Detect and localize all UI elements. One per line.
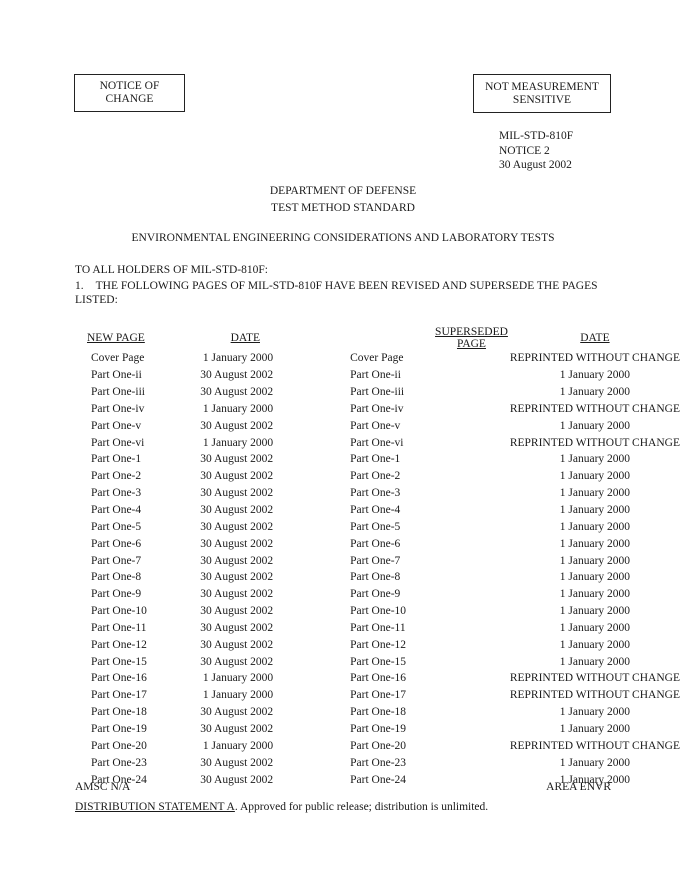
table-row	[75, 518, 680, 535]
new-date-cell: 1 January 2000	[202, 436, 274, 449]
document-identifier	[499, 129, 573, 173]
superseded-date-cell: 1 January 2000	[559, 571, 631, 584]
item-1	[75, 279, 598, 307]
new-page-cell: Part One-1	[91, 453, 142, 466]
superseded-date-cell: 1 January 2000	[559, 706, 631, 719]
superseded-date-cell: 1 January 2000	[559, 605, 631, 618]
superseded-page-cell: Part One-19	[350, 722, 407, 735]
superseded-page-cell: Part One-5	[350, 520, 401, 533]
new-page-cell: Part One-v	[91, 419, 142, 432]
new-date-cell: 30 August 2002	[200, 588, 274, 601]
new-page-cell: Part One-3	[91, 487, 142, 500]
new-date-cell: 30 August 2002	[200, 621, 274, 634]
new-date-cell: 1 January 2000	[202, 739, 274, 752]
new-page-cell: Part One-4	[91, 504, 142, 517]
table-row	[75, 417, 680, 434]
new-date-cell: 30 August 2002	[200, 419, 274, 432]
new-page-cell: Part One-8	[91, 571, 142, 584]
notice-number: NOTICE 2	[499, 144, 550, 157]
superseded-date-cell: 1 January 2000	[559, 453, 631, 466]
header-superseded-page: SUPERSEDED PAGE	[435, 326, 508, 350]
new-date-cell: 30 August 2002	[200, 487, 274, 500]
superseded-date-cell: 1 January 2000	[559, 621, 631, 634]
superseded-date-cell: REPRINTED WITHOUT CHANGE	[509, 672, 680, 685]
superseded-date-cell: 1 January 2000	[559, 487, 631, 500]
table-row	[75, 384, 680, 401]
table-row	[75, 737, 680, 754]
superseded-date-cell: 1 January 2000	[559, 655, 631, 668]
measurement-line1: NOT MEASUREMENT	[485, 80, 599, 93]
new-page-cell: Part One-19	[91, 722, 147, 735]
new-page-cell: Part One-5	[91, 520, 142, 533]
superseded-date-cell: 1 January 2000	[559, 773, 631, 786]
superseded-page-cell: Part One-3	[350, 487, 401, 500]
new-page-cell: Part One-24	[91, 773, 147, 786]
table-row	[75, 721, 680, 738]
table-row	[75, 704, 680, 721]
superseded-page-cell: Part One-16	[350, 672, 407, 685]
new-page-cell: Part One-15	[91, 655, 147, 668]
new-date-cell: 1 January 2000	[202, 689, 274, 702]
page-change-table	[75, 326, 680, 788]
superseded-date-cell: 1 January 2000	[559, 588, 631, 601]
new-page-cell: Part One-17	[91, 689, 147, 702]
superseded-date-cell: REPRINTED WITHOUT CHANGE	[509, 352, 680, 365]
new-page-cell: Cover Page	[91, 352, 145, 365]
table-row	[75, 552, 680, 569]
superseded-page-cell: Part One-iii	[350, 386, 405, 399]
new-date-cell: 30 August 2002	[200, 756, 274, 769]
new-date-cell: 30 August 2002	[200, 638, 274, 651]
superseded-date-cell: 1 January 2000	[559, 504, 631, 517]
new-date-cell: 30 August 2002	[200, 655, 274, 668]
new-page-cell: Part One-ii	[91, 369, 142, 382]
superseded-page-cell: Part One-12	[350, 638, 407, 651]
new-page-cell: Part One-23	[91, 756, 147, 769]
item-1-number: 1.	[75, 280, 84, 292]
superseded-date-cell: REPRINTED WITHOUT CHANGE	[509, 739, 680, 752]
notice-date: 30 August 2002	[499, 159, 572, 171]
header-new-page: NEW PAGE	[87, 332, 145, 344]
standard-type-title: TEST METHOD STANDARD	[271, 202, 415, 214]
table-row	[75, 603, 680, 620]
table-row	[75, 535, 680, 552]
superseded-date-cell: 1 January 2000	[559, 537, 631, 550]
new-page-cell: Part One-7	[91, 554, 142, 567]
new-page-cell: Part One-12	[91, 638, 147, 651]
amsc-code: AMSC N/A	[75, 781, 131, 793]
new-date-cell: 30 August 2002	[200, 369, 274, 382]
superseded-page-cell: Part One-vi	[350, 436, 404, 449]
table-row	[75, 367, 680, 384]
measurement-sensitivity-box	[473, 74, 611, 113]
table-header-row	[75, 326, 680, 350]
footer-codes	[75, 781, 611, 793]
new-page-cell: Part One-iii	[91, 386, 145, 399]
table-row	[75, 502, 680, 519]
superseded-date-cell: REPRINTED WITHOUT CHANGE	[509, 402, 680, 415]
measurement-line2: SENSITIVE	[512, 93, 572, 106]
superseded-date-cell: 1 January 2000	[559, 638, 631, 651]
new-page-cell: Part One-6	[91, 537, 142, 550]
table-row	[75, 636, 680, 653]
new-page-cell: Part One-16	[91, 672, 147, 685]
superseded-date-cell: 1 January 2000	[559, 722, 631, 735]
doc-id: MIL-STD-810F	[499, 130, 574, 142]
table-row	[75, 754, 680, 771]
superseded-date-cell: 1 January 2000	[559, 419, 631, 432]
table-row	[75, 451, 680, 468]
new-date-cell: 30 August 2002	[200, 537, 274, 550]
new-date-cell: 30 August 2002	[200, 571, 274, 584]
notice-of-change-box	[74, 74, 185, 112]
table-row	[75, 586, 680, 603]
addressee: TO ALL HOLDERS OF MIL-STD-810F:	[75, 264, 268, 276]
new-date-cell: 30 August 2002	[200, 453, 274, 466]
superseded-page-cell: Part One-v	[350, 419, 401, 432]
new-date-cell: 1 January 2000	[202, 672, 274, 685]
table-row	[75, 653, 680, 670]
table-row	[75, 468, 680, 485]
distribution-label: DISTRIBUTION STATEMENT A	[75, 801, 235, 813]
table-row	[75, 401, 680, 418]
table-row	[75, 485, 680, 502]
superseded-page-cell: Part One-2	[350, 470, 401, 483]
new-date-cell: 30 August 2002	[200, 706, 274, 719]
superseded-date-cell: 1 January 2000	[559, 369, 631, 382]
superseded-date-cell: REPRINTED WITHOUT CHANGE	[509, 436, 680, 449]
new-date-cell: 30 August 2002	[200, 722, 274, 735]
new-date-cell: 30 August 2002	[200, 504, 274, 517]
superseded-page-cell: Part One-11	[350, 621, 406, 634]
superseded-page-cell: Part One-20	[350, 739, 407, 752]
superseded-page-cell: Part One-iv	[350, 402, 404, 415]
superseded-page-cell: Part One-10	[350, 605, 407, 618]
superseded-date-cell: 1 January 2000	[559, 554, 631, 567]
item-1-continuation: LISTED:	[75, 294, 118, 306]
superseded-page-cell: Part One-ii	[350, 369, 401, 382]
superseded-page-cell: Part One-7	[350, 554, 401, 567]
superseded-date-cell: 1 January 2000	[559, 756, 631, 769]
subject-title: ENVIRONMENTAL ENGINEERING CONSIDERATIONS AND LABORATORY TESTS	[131, 232, 555, 244]
new-page-cell: Part One-vi	[91, 436, 145, 449]
table-row	[75, 620, 680, 637]
table-row	[75, 350, 680, 367]
new-date-cell: 30 August 2002	[200, 605, 274, 618]
area-code: AREA ENVR	[546, 781, 611, 793]
superseded-date-cell: 1 January 2000	[559, 386, 631, 399]
superseded-page-cell: Part One-17	[350, 689, 407, 702]
new-date-cell: 1 January 2000	[202, 402, 274, 415]
superseded-page-cell: Part One-4	[350, 504, 401, 517]
new-page-cell: Part One-10	[91, 605, 147, 618]
new-date-cell: 30 August 2002	[200, 386, 274, 399]
item-1-text: THE FOLLOWING PAGES OF MIL-STD-810F HAVE BEEN REVISED AND SUPERSEDE THE PAGES	[95, 280, 598, 292]
new-page-cell: Part One-18	[91, 706, 147, 719]
superseded-date-cell: 1 January 2000	[559, 470, 631, 483]
superseded-page-cell: Part One-24	[350, 773, 407, 786]
table-row	[75, 670, 680, 687]
distribution-text: . Approved for public release; distribution is unlimited.	[234, 801, 489, 813]
header-superseded-date: DATE	[580, 332, 610, 344]
new-date-cell: 30 August 2002	[200, 554, 274, 567]
superseded-page-cell: Cover Page	[350, 352, 404, 365]
new-page-cell: Part One-11	[91, 621, 147, 634]
superseded-page-cell: Part One-1	[350, 453, 401, 466]
superseded-page-cell: Part One-6	[350, 537, 401, 550]
new-date-cell: 30 August 2002	[200, 773, 274, 786]
superseded-page-cell: Part One-8	[350, 571, 401, 584]
table-row	[75, 687, 680, 704]
table-row	[75, 569, 680, 586]
notice-of-change-line2: CHANGE	[105, 93, 154, 105]
new-date-cell: 1 January 2000	[202, 352, 274, 365]
department-title: DEPARTMENT OF DEFENSE	[269, 185, 417, 197]
superseded-page-cell: Part One-18	[350, 706, 407, 719]
superseded-page-cell: Part One-9	[350, 588, 401, 601]
distribution-statement	[75, 801, 488, 813]
table-row	[75, 434, 680, 451]
header-new-date: DATE	[230, 332, 260, 344]
new-date-cell: 30 August 2002	[200, 520, 274, 533]
new-page-cell: Part One-9	[91, 588, 142, 601]
new-page-cell: Part One-2	[91, 470, 142, 483]
new-page-cell: Part One-20	[91, 739, 147, 752]
notice-of-change-line1: NOTICE OF	[99, 80, 160, 92]
new-date-cell: 30 August 2002	[200, 470, 274, 483]
superseded-page-cell: Part One-15	[350, 655, 407, 668]
superseded-date-cell: 1 January 2000	[559, 520, 631, 533]
superseded-date-cell: REPRINTED WITHOUT CHANGE	[509, 689, 680, 702]
superseded-page-cell: Part One-23	[350, 756, 407, 769]
new-page-cell: Part One-iv	[91, 402, 145, 415]
